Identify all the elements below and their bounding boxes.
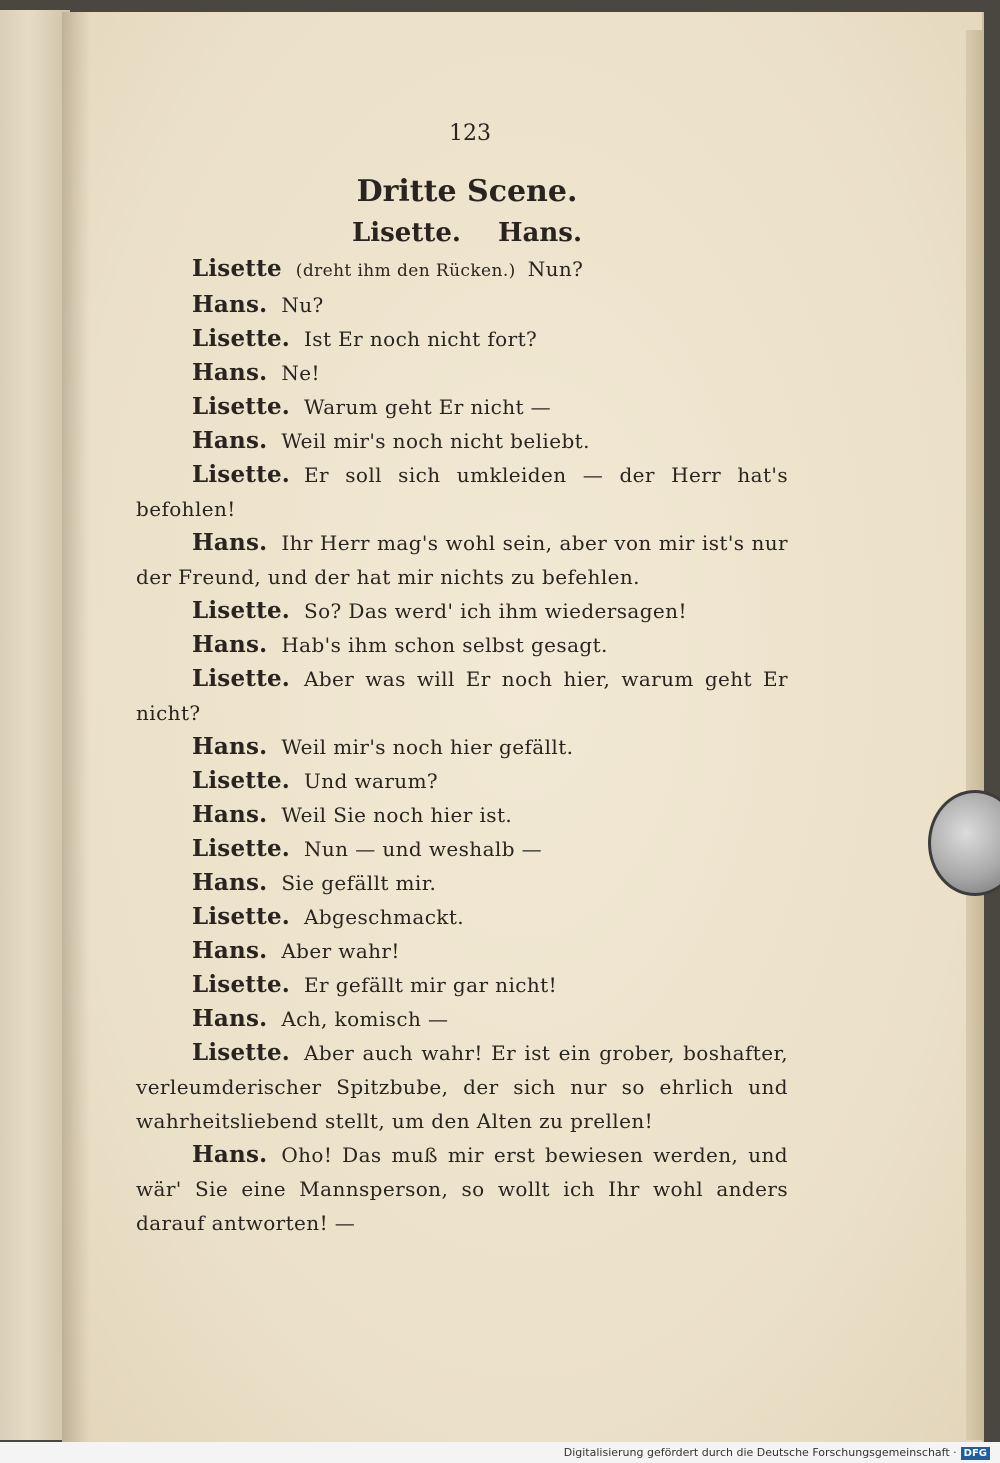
- dialogue-line: [136, 252, 788, 288]
- dialogue-line: [136, 764, 788, 798]
- dfg-logo: DFG: [961, 1447, 990, 1460]
- speaker-name: Lisette.: [192, 597, 290, 624]
- footer-credit: Digitalisierung gefördert durch die Deutsche Forschungsgemeinschaft ·: [563, 1446, 957, 1459]
- persons-list: Lisette. Hans.: [351, 218, 582, 248]
- dialogue-line: [136, 968, 788, 1002]
- dialogue-text: Ach, komisch —: [281, 1007, 449, 1031]
- dialogue-line: [136, 322, 788, 356]
- dialogue-line: [136, 628, 788, 662]
- speaker-name: Hans.: [192, 1005, 268, 1032]
- dialogue-line: [136, 424, 788, 458]
- dialogue-line: [136, 1002, 788, 1036]
- dialogue-text: Aber auch wahr! Er ist ein grober, boshafter, verleumderischer Spitzbube, der sich nur so ehrlich und wahrheitsliebend stellt, um den Alten zu prellen!: [136, 1041, 788, 1133]
- dialogue-text: Oho! Das muß mir erst bewiesen werden, und wär' Sie eine Mannsperson, so wollt ich Ihr wohl anders darauf antworten! —: [136, 1143, 788, 1235]
- dialogue-text: Weil mir's noch nicht beliebt.: [281, 429, 590, 453]
- speaker-name: Lisette.: [192, 835, 290, 862]
- dialogue-text: Sie gefällt mir.: [281, 871, 437, 895]
- dialogue-line: [136, 526, 788, 594]
- dialogue-text: Hab's ihm schon selbst gesagt.: [281, 633, 608, 657]
- speaker-name: Hans.: [192, 529, 268, 556]
- dialogue-line: [136, 900, 788, 934]
- page-text: [136, 118, 788, 1240]
- dialogue-text: Nun?: [527, 257, 584, 281]
- speaker-name: Hans.: [192, 937, 268, 964]
- speaker-name: Hans.: [192, 801, 268, 828]
- dialogue-line: [136, 594, 788, 628]
- speaker-name: Hans.: [192, 427, 268, 454]
- dialogue-text: Nun — und weshalb —: [303, 837, 543, 861]
- speaker-name: Lisette.: [192, 903, 290, 930]
- dialogue-line: [136, 832, 788, 866]
- dialogue: [136, 252, 788, 1240]
- facing-page-edge: [0, 10, 70, 1440]
- speaker-name: Lisette.: [192, 325, 290, 352]
- speaker-name: Hans.: [192, 733, 268, 760]
- speaker-name: Lisette.: [192, 393, 290, 420]
- speaker-name: Lisette.: [192, 1039, 290, 1066]
- dialogue-text: Ihr Herr mag's wohl sein, aber von mir ist's nur der Freund, und der hat mir nichts zu befehlen.: [136, 531, 788, 589]
- dialogue-line: [136, 390, 788, 424]
- dialogue-text: Ist Er noch nicht fort?: [303, 327, 538, 351]
- speaker-name: Hans.: [192, 869, 268, 896]
- dialogue-line: [136, 356, 788, 390]
- dialogue-line: [136, 798, 788, 832]
- speaker-name: Lisette.: [192, 767, 290, 794]
- dialogue-text: Abgeschmackt.: [303, 905, 465, 929]
- speaker-name: Hans.: [192, 291, 268, 318]
- dialogue-text: Weil mir's noch hier gefällt.: [281, 735, 574, 759]
- dialogue-text: Nu?: [281, 293, 324, 317]
- speaker-name: Hans.: [192, 1141, 268, 1168]
- page-number: 123: [449, 121, 491, 146]
- dialogue-text: Aber wahr!: [281, 939, 400, 963]
- speaker-name: Lisette: [192, 255, 282, 282]
- speaker-name: Lisette.: [192, 971, 290, 998]
- page-stack-edge: [966, 30, 984, 1440]
- dialogue-text: Weil Sie noch hier ist.: [281, 803, 513, 827]
- dialogue-line: [136, 1036, 788, 1138]
- dialogue-text: So? Das werd' ich ihm wiedersagen!: [303, 599, 687, 623]
- dialogue-line: [136, 458, 788, 526]
- dialogue-text: Warum geht Er nicht —: [303, 395, 552, 419]
- speaker-name: Lisette.: [192, 461, 290, 488]
- dialogue-text: Und warum?: [303, 769, 439, 793]
- dialogue-line: [136, 662, 788, 730]
- speaker-name: Hans.: [192, 631, 268, 658]
- dialogue-line: [136, 288, 788, 322]
- dialogue-line: [136, 1138, 788, 1240]
- speaker-name: Lisette.: [192, 665, 290, 692]
- dialogue-line: [136, 730, 788, 764]
- dialogue-text: Er soll sich umkleiden — der Herr hat's befohlen!: [136, 463, 788, 521]
- stage-direction: (dreht ihm den Rücken.): [295, 261, 516, 281]
- dialogue-text: Aber was will Er noch hier, warum geht Er nicht?: [136, 667, 788, 725]
- dialogue-line: [136, 866, 788, 900]
- footer-bar: [0, 1442, 1000, 1463]
- dialogue-line: [136, 934, 788, 968]
- dialogue-text: Er gefällt mir gar nicht!: [303, 973, 558, 997]
- speaker-name: Hans.: [192, 359, 268, 386]
- page-gutter-shadow: [62, 12, 90, 1442]
- scene-title: Dritte Scene.: [356, 174, 578, 209]
- dialogue-text: Ne!: [281, 361, 320, 385]
